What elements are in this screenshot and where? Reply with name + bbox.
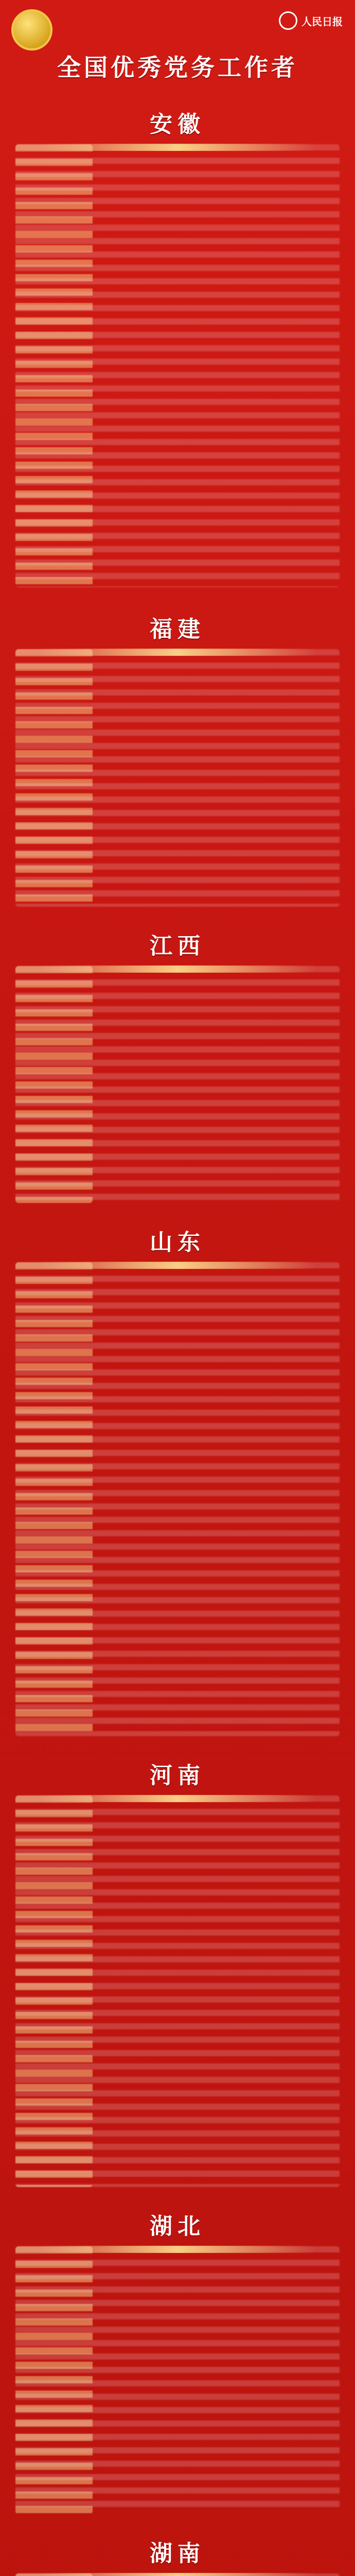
section-henan bbox=[0, 1757, 355, 2200]
section-shandong bbox=[0, 1224, 355, 1749]
section-heading: 山东 bbox=[150, 1229, 205, 1256]
honoree-list bbox=[15, 966, 340, 1203]
section-heading: 江西 bbox=[150, 933, 205, 959]
honoree-list bbox=[15, 2246, 340, 2514]
section-hubei bbox=[0, 2208, 355, 2527]
section-heading: 福建 bbox=[150, 616, 205, 642]
honoree-list bbox=[15, 144, 340, 587]
people-daily-logo bbox=[271, 11, 343, 30]
logo-text: 人民日报 bbox=[301, 16, 343, 28]
section-heading: 安徽 bbox=[150, 111, 205, 138]
section-fujian bbox=[0, 611, 355, 920]
page-title: 全国优秀党务工作者 bbox=[57, 54, 298, 81]
section-heading: 河南 bbox=[150, 1762, 205, 1789]
party-emblem-icon bbox=[11, 9, 52, 50]
honoree-list bbox=[15, 1795, 340, 2187]
logo-mark-icon bbox=[279, 11, 297, 30]
section-heading: 湖北 bbox=[150, 2213, 205, 2240]
section-anhui bbox=[0, 106, 355, 600]
honoree-list bbox=[15, 649, 340, 907]
section-hunan bbox=[0, 2535, 355, 2576]
honoree-list bbox=[15, 2573, 340, 2576]
section-heading: 湖南 bbox=[150, 2540, 205, 2567]
honoree-list bbox=[15, 1262, 340, 1736]
section-jiangxi bbox=[0, 927, 355, 1216]
